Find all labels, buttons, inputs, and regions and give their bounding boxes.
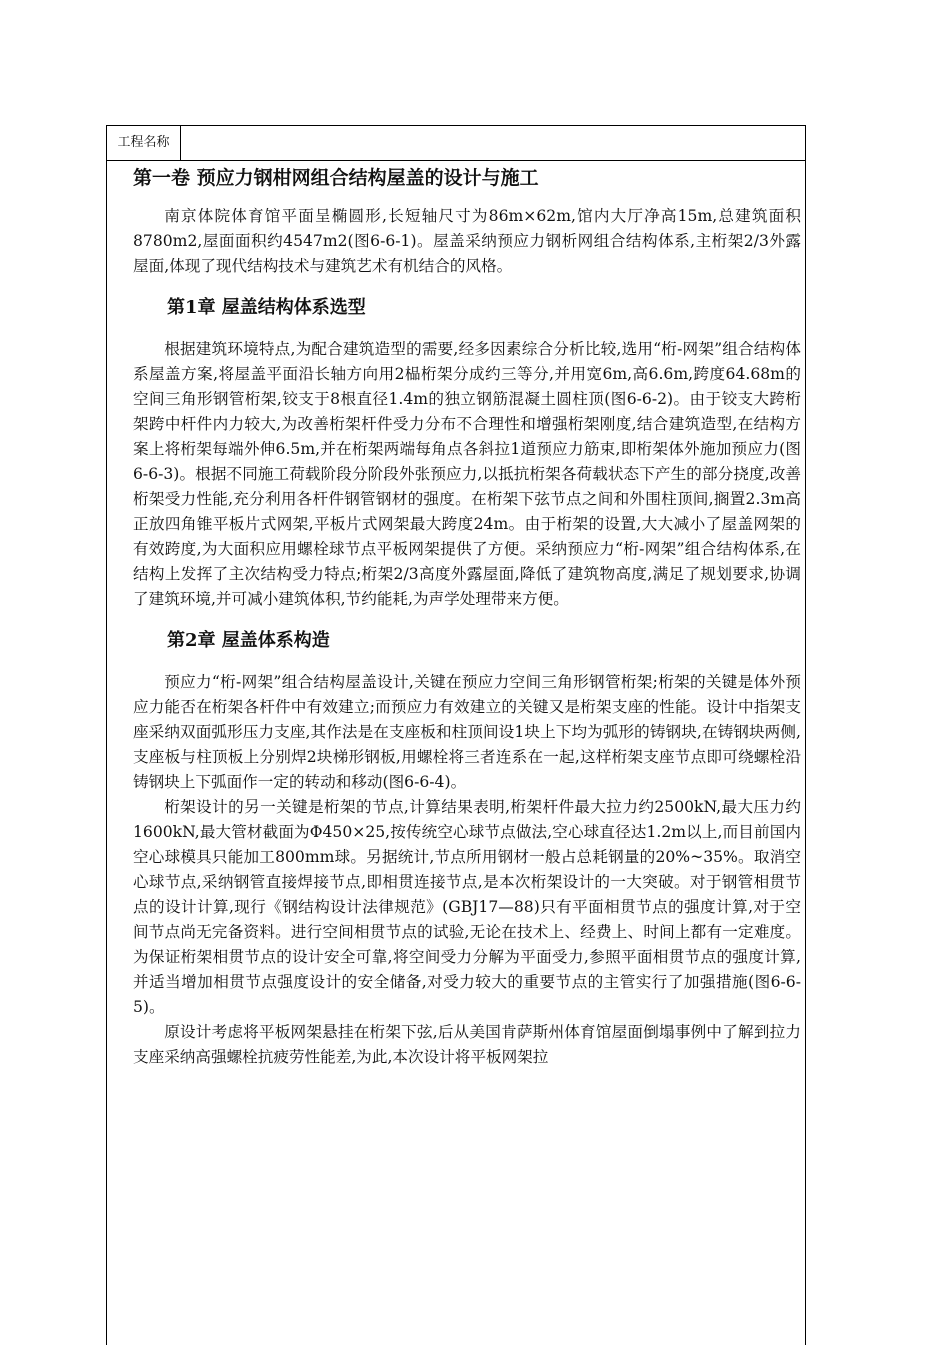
project-name-row [107, 126, 805, 161]
project-name-field[interactable] [181, 126, 804, 160]
volume-title: 第一卷 预应力钢柑网组合结构屋盖的设计与施工 [133, 167, 539, 189]
document-frame [106, 125, 806, 1345]
chapter-1-title: 第1章 屋盖结构体系选型 [167, 297, 366, 318]
intro-paragraph: 南京体院体育馆平面呈椭圆形,长短轴尺寸为86m×62m,馆内大厅净高15m,总建筑面积8780m2,屋面面积约4547m2(图6-6-1)。屋盖采纳预应力钢析网组合结构体系,主桁架2/3外露屋面,体现了现代结构技术与建筑艺术有机结合的风格。 [133, 207, 801, 275]
project-name-label: 工程名称 [107, 126, 181, 160]
chapter-2-paragraph: 原设计考虑将平板网架悬挂在桁架下弦,后从美国肯萨斯州体育馆屋面倒塌事例中了解到拉力支座采纳高强螺栓抗疲劳性能差,为此,本次设计将平板网架拉 [133, 1023, 801, 1066]
chapter-2-paragraph: 预应力“桁-网架”组合结构屋盖设计,关键在预应力空间三角形钢管桁架;桁架的关键是体外预应力能否在桁架各杆件中有效建立;而预应力有效建立的关键又是桁架支座的性能。设计中指架支座采纳双面弧形压力支座,其作法是在支座板和柱顶间设1块上下均为弧形的铸钢块,在铸钢块两侧,支座板与柱顶板上分别焊2块梯形钢板,用螺栓将三者连系在一起,这样桁架支座节点即可绕螺栓沿铸钢块上下弧面作一定的转动和移动(图6-6-4)。 [133, 673, 801, 791]
chapter-1-paragraph: 根据建筑环境特点,为配合建筑造型的需要,经多因素综合分析比较,选用“桁-网架”组合结构体系屋盖方案,将屋盖平面沿长轴方向用2榀桁架分成约三等分,并用宽6m,高6.6m,跨度64.68m的空间三角形钢管桁架,铰支于8根直径1.4m的独立钢筋混凝土圆柱顶(图6-6-2)。由于铰支大跨桁架跨中杆件内力较大,为改善桁架杆件受力分布不合理性和增强桁架刚度,结合建筑造型,在结构方案上将桁架每端外伸6.5m,并在桁架两端每角点各斜拉1道预应力筋束,即桁架体外施加预应力(图6-6-3)。根据不同施工荷载阶段分阶段外张预应力,以抵抗桁架各荷载状态下产生的部分挠度,改善桁架受力性能,充分利用各杆件钢管钢材的强度。在桁架下弦节点之间和外围柱顶间,搁置2.3m高正放四角锥平板片式网架,平板片式网架最大跨度24m。由于桁架的设置,大大减小了屋盖网架的有效跨度,为大面积应用螺栓球节点平板网架提供了方便。采纳预应力“桁-网架”组合结构体系,在结构上发挥了主次结构受力特点;桁架2/3高度外露屋面,降低了建筑物高度,满足了规划要求,协调了建筑环境,并可减小建筑体积,节约能耗,为声学处理带来方便。 [133, 340, 801, 608]
chapter-2-title: 第2章 屋盖体系构造 [167, 630, 330, 651]
document-body [133, 162, 801, 1070]
chapter-2-paragraph: 桁架设计的另一关键是桁架的节点,计算结果表明,桁架杆件最大拉力约2500kN,最大压力约1600kN,最大管材截面为Φ450×25,按传统空心球节点做法,空心球直径达1.2m以上,而目前国内空心球模具只能加工800mm球。另据统计,节点所用钢材一般占总耗钢量的20%~35%。取消空心球节点,采纳钢管直接焊接节点,即相贯连接节点,是本次桁架设计的一大突破。对于钢管相贯节点的设计计算,现行《钢结构设计法律规范》(GBJ17—88)只有平面相贯节点的强度计算,对于空间节点尚无完备资料。进行空间相贯节点的试验,无论在技术上、经费上、时间上都有一定难度。为保证桁架相贯节点的设计安全可靠,将空间受力分解为平面受力,参照平面相贯节点的强度计算,并适当增加相贯节点强度设计的安全储备,对受力较大的重要节点的主管实行了加强措施(图6-6-5)。 [133, 798, 801, 1016]
